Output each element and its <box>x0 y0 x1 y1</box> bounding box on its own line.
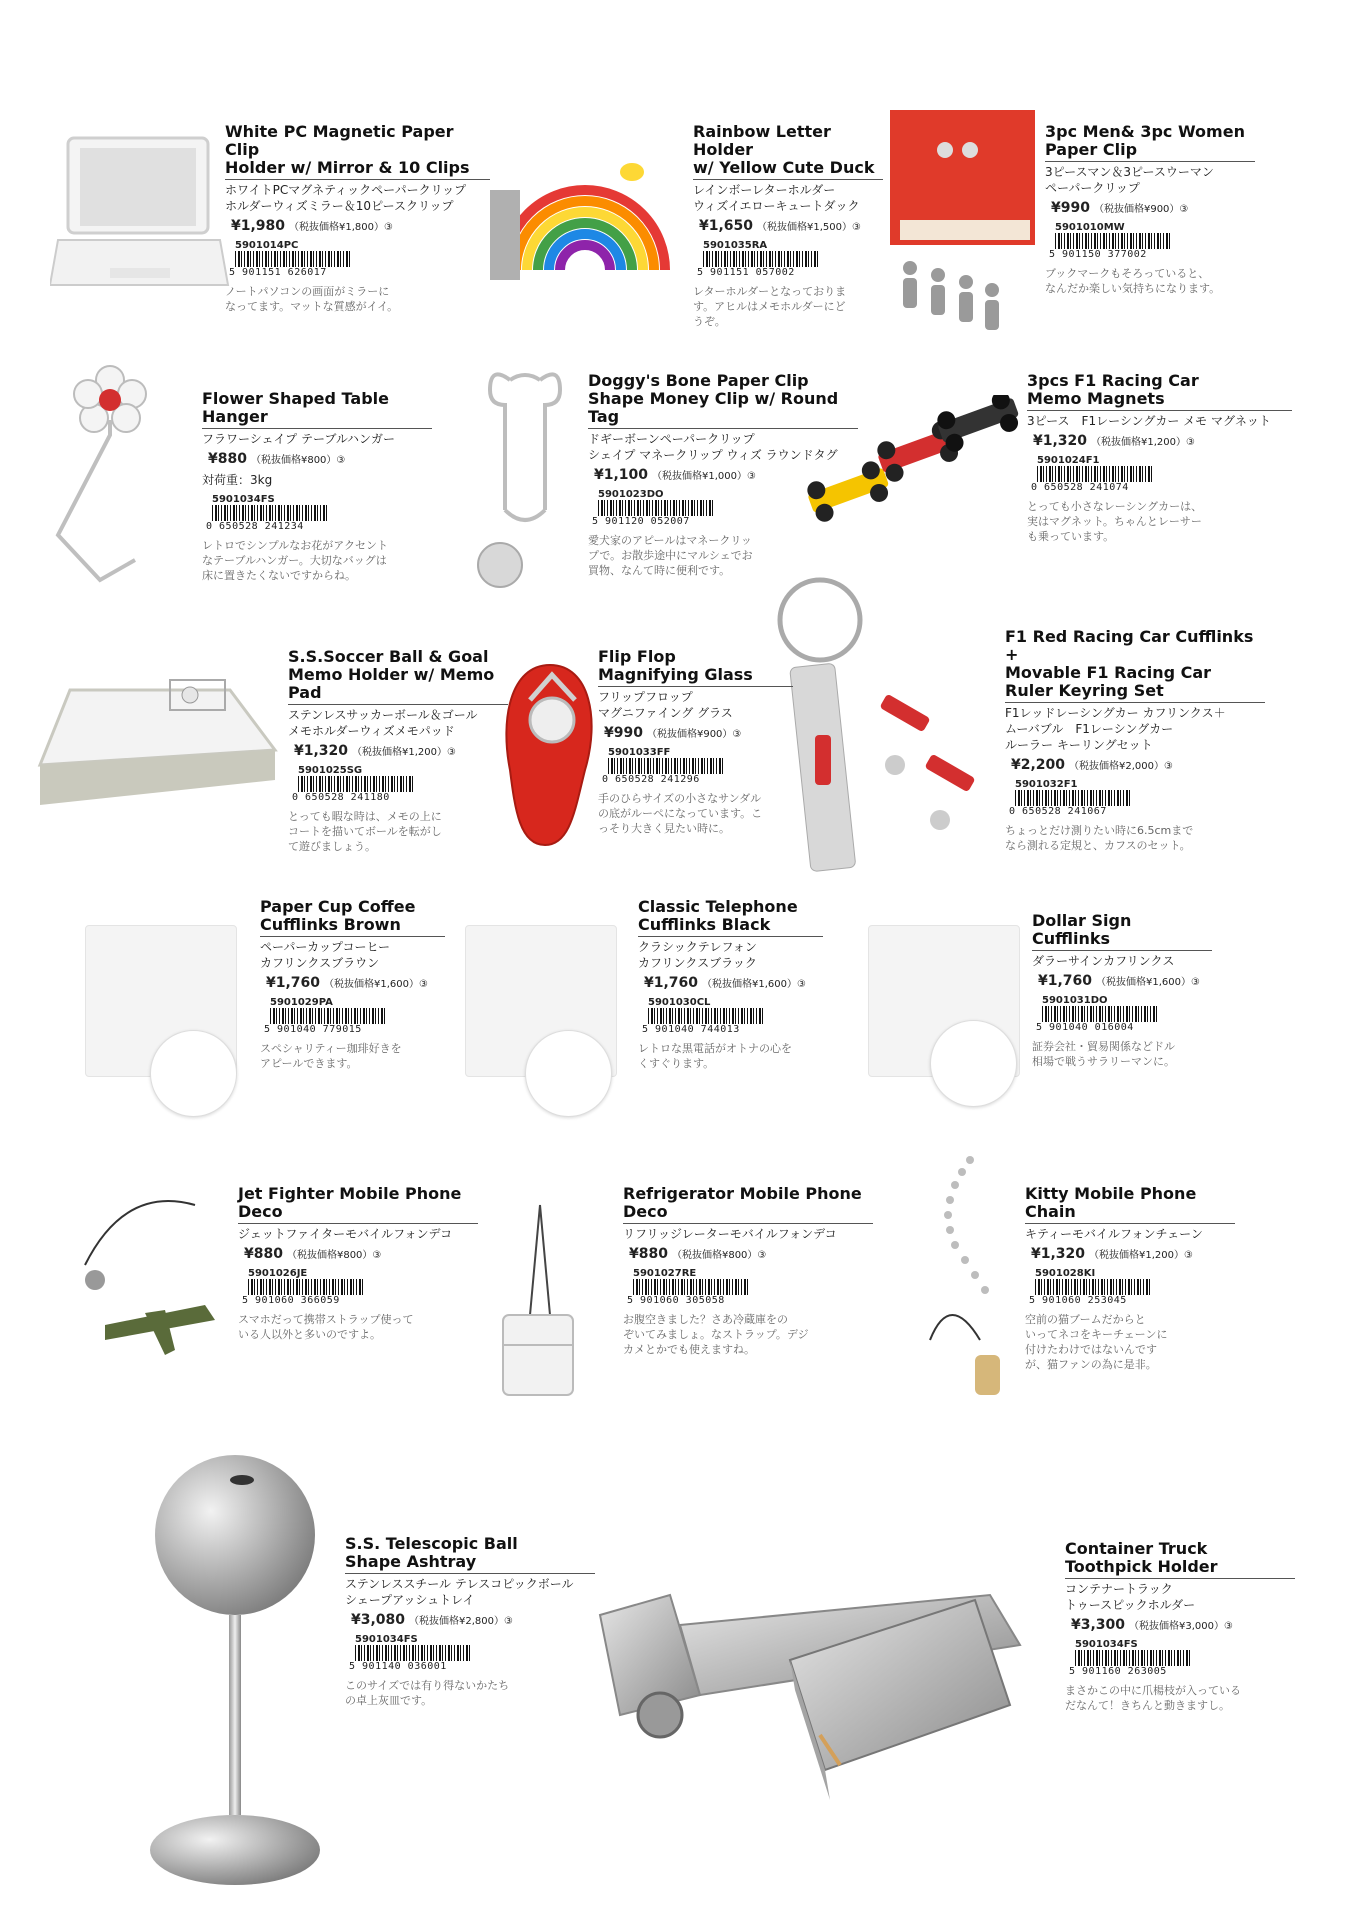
product-description: とっても暇な時は、メモの上に コートを描いてボールを転がし て遊びましょう。 <box>288 810 442 853</box>
price-tax: （税抜価格¥1,200）③ <box>352 747 456 758</box>
product-price <box>1011 757 1265 773</box>
product-white-pc-clip-holder <box>225 123 490 314</box>
product-soccer-memo-holder <box>288 648 508 854</box>
product-description: お腹空きました？さあ冷蔵庫をの ぞいてみましょ。なストラップ。デジ カメとかでも使えますね。 <box>623 1313 809 1356</box>
barcode-graphic <box>598 500 714 516</box>
price-tax: （税抜価格¥1,600）③ <box>324 979 428 990</box>
product-dollar-cufflinks <box>1032 912 1212 1069</box>
product-title: Jet Fighter Mobile Phone Deco <box>238 1185 478 1224</box>
barcode-number: 0 650528 241067 <box>1009 806 1107 817</box>
price-value: ¥1,650 <box>699 218 754 234</box>
price-value: ¥1,980 <box>231 218 286 234</box>
price-value: ¥1,760 <box>266 975 321 991</box>
product-title: Flip Flop Magnifying Glass <box>598 648 793 687</box>
telephone-cufflink-detail <box>525 1030 612 1117</box>
product-japanese-name: フリップフロップ マグニファイング グラス <box>598 690 733 720</box>
product-title: S.S.Soccer Ball & Goal Memo Holder w/ Memo Pad <box>288 648 508 705</box>
kitty-chain-image <box>910 1150 1030 1420</box>
product-title: Doggy's Bone Paper Clip Shape Money Clip w/ Round Tag <box>588 372 858 429</box>
barcode-number: 5 901040 744013 <box>642 1024 740 1035</box>
product-title: Paper Cup Coffee Cufflinks Brown <box>260 898 445 937</box>
price-tax: （税抜価格¥2,800）③ <box>409 1616 513 1627</box>
flower-hanger-image <box>50 360 170 590</box>
barcode-graphic <box>608 758 724 774</box>
product-price <box>644 975 823 991</box>
product-title: 3pc Men& 3pc Women Paper Clip <box>1045 123 1255 162</box>
product-code: 5901014PC <box>235 240 299 251</box>
product-code: 5901030CL <box>648 997 711 1008</box>
product-description: レトロでシンプルなお花がアクセント なテーブルハンガー。大切なバッグは 床に置きたくないですからね。 <box>202 539 388 582</box>
price-tax: （税抜価格¥1,600）③ <box>702 979 806 990</box>
price-value: ¥1,100 <box>594 467 649 483</box>
barcode-graphic <box>248 1279 364 1295</box>
product-title: Rainbow Letter Holder w/ Yellow Cute Duck <box>693 123 883 180</box>
product-price <box>294 743 508 759</box>
barcode-graphic <box>1042 1006 1158 1022</box>
price-value: ¥1,320 <box>1033 433 1088 449</box>
price-value: ¥880 <box>208 451 247 467</box>
product-title: S.S. Telescopic Ball Shape Ashtray <box>345 1535 595 1574</box>
product-title: Flower Shaped Table Hanger <box>202 390 432 429</box>
barcode-number: 5 901150 377002 <box>1049 249 1147 260</box>
price-value: ¥880 <box>629 1246 668 1262</box>
product-japanese-name: ドギーボーンペーパークリップ シェイプ マネークリップ ウィズ ラウンドタグ <box>588 432 838 462</box>
product-description: レターホルダーとなっておりま す。アヒルはメモホルダーにど うぞ。 <box>693 285 847 328</box>
product-description: まさかこの中に爪楊枝が入っている だなんて！きちんと動きますし。 <box>1065 1684 1241 1712</box>
price-tax: （税抜価格¥3,000）③ <box>1129 1621 1233 1632</box>
product-code: 5901031DO <box>1042 995 1108 1006</box>
product-japanese-name: ホワイトPCマグネティックペーパークリップ ホルダーウィズミラー＆10ピースクリップ <box>225 183 467 213</box>
product-code: 5901032F1 <box>1015 779 1078 790</box>
product-flip-flop-magnifier <box>598 648 793 836</box>
product-description: このサイズでは有り得ないかたち の卓上灰皿です。 <box>345 1679 510 1707</box>
barcode-graphic <box>1035 1279 1151 1295</box>
barcode-graphic <box>212 505 328 521</box>
barcode-number: 5 901060 366059 <box>242 1295 340 1306</box>
product-price <box>266 975 445 991</box>
product-code: 5901033FF <box>608 747 671 758</box>
product-title: Classic Telephone Cufflinks Black <box>638 898 823 937</box>
product-japanese-name: ステンレスサッカーボール＆ゴール メモホルダーウィズメモパッド <box>288 708 478 738</box>
barcode-graphic <box>1015 790 1131 806</box>
product-kitty-chain <box>1025 1185 1235 1372</box>
product-telephone-cufflinks <box>638 898 823 1071</box>
product-code: 5901026JE <box>248 1268 308 1279</box>
product-title: F1 Red Racing Car Cufflinks + Movable F1 Racing Car Ruler Keyring Set <box>1005 628 1265 703</box>
price-tax: （税抜価格¥900）③ <box>1093 204 1189 215</box>
laptop-clip-holder-image <box>50 130 230 295</box>
product-title: Dollar Sign Cufflinks <box>1032 912 1212 951</box>
product-japanese-name: クラシックテレフォン カフリンクスブラック <box>638 940 757 970</box>
container-truck-image <box>590 1555 1050 1805</box>
product-price <box>231 218 490 234</box>
price-value: ¥1,760 <box>1038 973 1093 989</box>
product-title: 3pcs F1 Racing Car Memo Magnets <box>1027 372 1292 411</box>
product-price <box>594 467 858 483</box>
product-japanese-name: 3ピースマン＆3ピースウーマン ペーパークリップ <box>1045 165 1214 195</box>
product-doggy-bone-money-clip <box>588 372 858 578</box>
product-price <box>208 451 432 467</box>
product-description: レトロな黒電話がオトナの心を くすぐります。 <box>638 1042 792 1070</box>
product-japanese-name: リフリッジレーターモバイルフォンデコ <box>623 1227 837 1241</box>
barcode-graphic <box>1055 233 1171 249</box>
product-code: 5901035RA <box>703 240 768 251</box>
product-japanese-name: ペーパーカップコーヒー カフリンクスブラウン <box>260 940 390 970</box>
price-tax: （税抜価格¥800）③ <box>250 455 346 466</box>
bone-money-clip-image <box>470 360 580 590</box>
product-code: 5901029PA <box>270 997 333 1008</box>
product-title: Kitty Mobile Phone Chain <box>1025 1185 1235 1224</box>
barcode-number: 5 901040 016004 <box>1036 1022 1134 1033</box>
barcode-number: 0 650528 241234 <box>206 521 304 532</box>
price-value: ¥1,320 <box>294 743 349 759</box>
price-value: ¥990 <box>604 725 643 741</box>
product-paper-cup-cufflinks <box>260 898 445 1071</box>
product-jet-fighter-deco <box>238 1185 478 1342</box>
product-japanese-name: 3ピース F1レーシングカー メモ マグネット <box>1027 414 1271 428</box>
product-code: 5901023DO <box>598 489 664 500</box>
product-code: 5901025SG <box>298 765 363 776</box>
rainbow-letter-holder-image <box>490 130 680 280</box>
product-title: White PC Magnetic Paper Clip Holder w/ Mirror & 10 Clips <box>225 123 490 180</box>
paper-cup-cufflink-detail <box>150 1030 237 1117</box>
product-f1-memo-magnets <box>1027 372 1292 544</box>
product-description: ノートパソコンの画面がミラーに なってます。マットな質感がイイ。 <box>225 285 399 313</box>
product-code: 5901027RE <box>633 1268 697 1279</box>
barcode-number: 0 650528 241296 <box>602 774 700 785</box>
product-description: 空前の猫ブームだからと いってネコをキーチェーンに 付けたわけではないんです が、猫ファンの為に是非。 <box>1025 1313 1168 1371</box>
soccer-memo-holder-image <box>30 670 280 820</box>
product-japanese-name: フラワーシェイプ テーブルハンガー <box>202 432 396 446</box>
price-tax: （税抜価格¥1,000）③ <box>652 471 756 482</box>
barcode-graphic <box>235 251 351 267</box>
product-price <box>351 1612 595 1628</box>
product-price <box>1071 1617 1295 1633</box>
product-description: 証券会社・貿易関係などドル 相場で戦うサラリーマンに。 <box>1032 1040 1175 1068</box>
ball-ashtray-image <box>130 1450 340 1900</box>
price-value: ¥3,300 <box>1071 1617 1126 1633</box>
barcode-graphic <box>648 1008 764 1024</box>
product-price <box>604 725 793 741</box>
barcode-graphic <box>703 251 819 267</box>
price-tax: （税抜価格¥1,800）③ <box>289 222 393 233</box>
barcode-graphic <box>1075 1650 1191 1666</box>
product-japanese-name: ステンレススチール テレスコピックボール シェープアッシュトレイ <box>345 1577 574 1607</box>
product-code: 5901034FS <box>212 494 275 505</box>
product-code: 5901024F1 <box>1037 455 1100 466</box>
product-price <box>699 218 883 234</box>
refrigerator-strap-image <box>495 1195 585 1405</box>
price-tax: （税抜価格¥900）③ <box>646 729 742 740</box>
product-japanese-name: コンテナートラック トゥースピックホルダー <box>1065 1582 1196 1612</box>
barcode-graphic <box>633 1279 749 1295</box>
jet-fighter-strap-image <box>65 1185 235 1385</box>
product-rainbow-letter-holder <box>693 123 883 329</box>
barcode-number: 5 901060 253045 <box>1029 1295 1127 1306</box>
product-description: ブックマークもそろっていると、 なんだか楽しい気持ちになります。 <box>1045 267 1221 295</box>
product-flower-table-hanger <box>202 390 432 583</box>
f1-keyring-set-image <box>760 575 990 875</box>
product-title: Container Truck Toothpick Holder <box>1065 1540 1295 1579</box>
product-price <box>1033 433 1292 449</box>
barcode-number: 5 901151 626017 <box>229 267 327 278</box>
product-description: スペシャリティー珈琲好きを アピールできます。 <box>260 1042 402 1070</box>
price-value: ¥880 <box>244 1246 283 1262</box>
price-tax: （税抜価格¥1,200）③ <box>1091 437 1195 448</box>
barcode-graphic <box>1037 466 1153 482</box>
product-japanese-name: ダラーサインカフリンクス <box>1032 954 1175 968</box>
product-description: 手のひらサイズの小さなサンダル の底がルーペになっています。こ っそり大きく見たい時に。 <box>598 792 763 835</box>
product-japanese-name: ジェットファイターモバイルフォンデコ <box>238 1227 453 1241</box>
flip-flop-magnifier-image <box>495 660 605 850</box>
product-f1-cufflinks-keyring <box>1005 628 1265 853</box>
barcode-number: 5 901120 052007 <box>592 516 690 527</box>
price-value: ¥3,080 <box>351 1612 406 1628</box>
product-code: 5901028KI <box>1035 1268 1096 1279</box>
product-description: スマホだって携帯ストラップ使って いる人以外と多いのですよ。 <box>238 1313 414 1341</box>
product-japanese-name: キティーモバイルフォンチェーン <box>1025 1227 1203 1241</box>
product-description: 愛犬家のアピールはマネークリッ プで。お散歩途中にマルシェでお 買物、なんて時に便利です。 <box>588 534 753 577</box>
product-code: 5901034FS <box>1075 1639 1138 1650</box>
product-description: ちょっとだけ測りたい時に6.5cmまで なら測れる定規と、カフスのセット。 <box>1005 824 1194 852</box>
price-tax: （税抜価格¥800）③ <box>671 1250 767 1261</box>
dollar-cufflink-detail <box>930 1020 1017 1107</box>
product-description: とっても小さなレーシングカーは、 実はマグネット。ちゃんとレーサー も乗っています。 <box>1027 500 1203 543</box>
barcode-graphic <box>355 1645 471 1661</box>
product-container-truck-holder <box>1065 1540 1295 1713</box>
product-japanese-name: レインボーレターホルダー ウィズイエローキュートダック <box>693 183 860 213</box>
product-title: Refrigerator Mobile Phone Deco <box>623 1185 873 1224</box>
barcode-number: 0 650528 241074 <box>1031 482 1129 493</box>
barcode-number: 0 650528 241180 <box>292 792 390 803</box>
price-tax: （税抜価格¥1,200）③ <box>1089 1250 1193 1261</box>
product-price <box>1038 973 1212 989</box>
product-japanese-name: F1レッドレーシングカー カフリンクス＋ ムーバブル F1レーシングカー ルーラー キーリングセット <box>1005 706 1226 752</box>
barcode-graphic <box>270 1008 386 1024</box>
product-men-women-paper-clip <box>1045 123 1255 296</box>
price-value: ¥2,200 <box>1011 757 1066 773</box>
product-price <box>244 1246 478 1262</box>
barcode-number: 5 901160 263005 <box>1069 1666 1167 1677</box>
product-ball-ashtray <box>345 1535 595 1708</box>
barcode-number: 5 901151 057002 <box>697 267 795 278</box>
product-code: 5901034FS <box>355 1634 418 1645</box>
product-refrigerator-deco <box>623 1185 873 1357</box>
price-value: ¥990 <box>1051 200 1090 216</box>
barcode-graphic <box>298 776 414 792</box>
barcode-number: 5 901060 305058 <box>627 1295 725 1306</box>
product-load-capacity: 対荷重：3kg <box>202 473 273 487</box>
price-tax: （税抜価格¥2,000）③ <box>1069 761 1173 772</box>
barcode-number: 5 901140 036001 <box>349 1661 447 1672</box>
product-code: 5901010MW <box>1055 222 1125 233</box>
men-women-clip-image <box>890 110 1035 335</box>
price-tax: （税抜価格¥1,600）③ <box>1096 977 1200 988</box>
price-tax: （税抜価格¥1,500）③ <box>757 222 861 233</box>
barcode-number: 5 901040 779015 <box>264 1024 362 1035</box>
product-price <box>629 1246 873 1262</box>
price-value: ¥1,320 <box>1031 1246 1086 1262</box>
price-value: ¥1,760 <box>644 975 699 991</box>
product-price <box>1051 200 1255 216</box>
product-price <box>1031 1246 1235 1262</box>
price-tax: （税抜価格¥800）③ <box>286 1250 382 1261</box>
